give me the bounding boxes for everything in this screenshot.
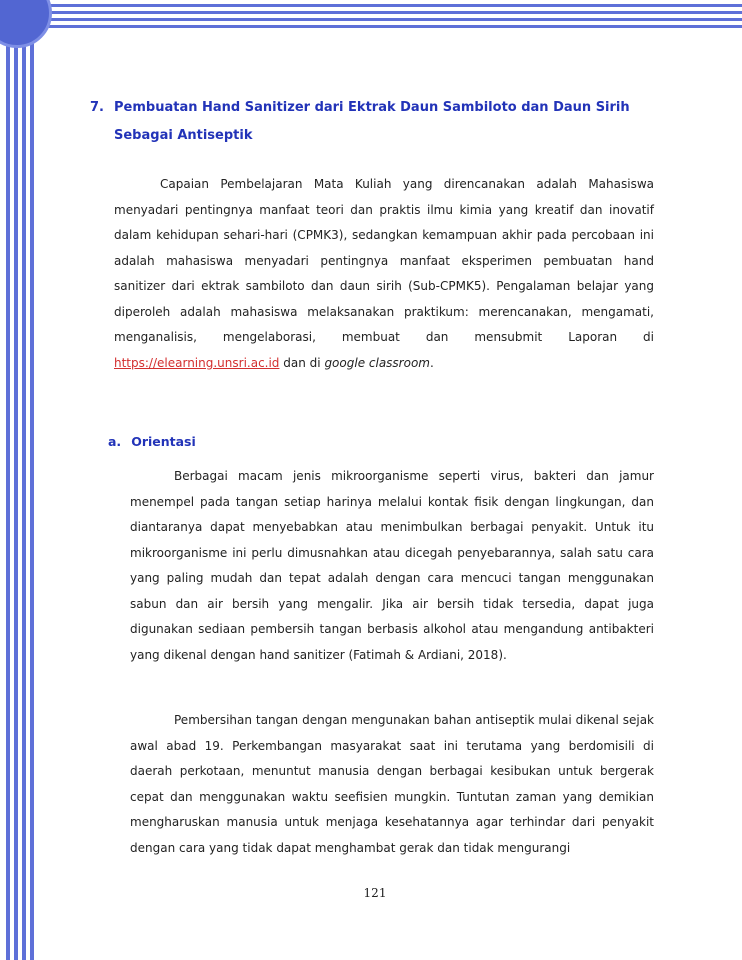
orientation-paragraph-1: Berbagai macam jenis mikroorganisme seperti virus, bakteri dan jamur menempel pada tangan setiap harinya melalui kontak fisik dengan lingkungan, dan diantaranya dapat menyebabkan atau menimbulkan berbagai penyakit. Untuk itu mikroorganisme ini perlu dimusnahkan atau dicegah penyebarannya, salah satu cara yang paling mudah dan tepat adalah dengan cara mencuci tangan menggunakan sabun dan air bersih yang mengalir. Jika air bersih tidak tersedia, dapat juga digunakan sediaan pembersih tangan berbasis alkohol atau mengandung antibakteri yang dikenal dengan hand sanitizer (Fatimah & Ardiani, 2018). (130, 469, 654, 662)
subsection-letter: a. (108, 434, 122, 449)
subsection-heading (108, 434, 196, 449)
orientation-paragraph-2: Pembersihan tangan dengan mengunakan bahan antiseptik mulai dikenal sejak awal abad 19. Perkembangan masyarakat saat ini terutama yang berdomisili di daerah perkotaan, menuntut manusia dengan berbagai kesibukan untuk bergerak cepat dan menggunakan waktu seefisien mungkin. Tuntutan zaman yang demikian mengharuskan manusia untuk menjaga kesehatannya agar terhindar dari penyakit dengan cara yang tidak dapat menghambat gerak dan tidak mengurangi (130, 713, 654, 855)
page-number: 121 (363, 886, 387, 900)
intro-connector: dan di (283, 355, 321, 370)
section-title: Pembuatan Hand Sanitizer dari Ektrak Daun Sambiloto dan Daun Sirih Sebagai Antiseptik (114, 100, 630, 143)
intro-paragraph (114, 172, 654, 376)
intro-text: Capaian Pembelajaran Mata Kuliah yang direncanakan adalah Mahasiswa menyadari pentingnya manfaat teori dan praktis ilmu kimia yang kreatif dan inovatif dalam kehidupan sehari-hari (CPMK3), sedangkan kemampuan akhir pada percobaan ini adalah mahasiswa menyadari pentingnya manfaat eksperimen pembuatan hand sanitizer dari ektrak sambiloto dan daun sirih (Sub-CPMK5). Pengalaman belajar yang diperoleh adalah mahasiswa melaksanakan praktikum: merencanakan, mengamati, menganalisis, mengelaborasi, membuat dan mensubmit Laporan di (114, 177, 654, 344)
subsection-title: Orientasi (131, 434, 196, 449)
elearning-link[interactable]: https://elearning.unsri.ac.id (114, 355, 280, 370)
top-border-decoration (20, 0, 742, 40)
section-number: 7. (90, 100, 104, 115)
left-border-decoration (0, 0, 40, 960)
intro-end: . (429, 355, 434, 370)
google-classroom-text: google classroom (324, 355, 430, 370)
corner-circle-ornament (0, 0, 52, 48)
